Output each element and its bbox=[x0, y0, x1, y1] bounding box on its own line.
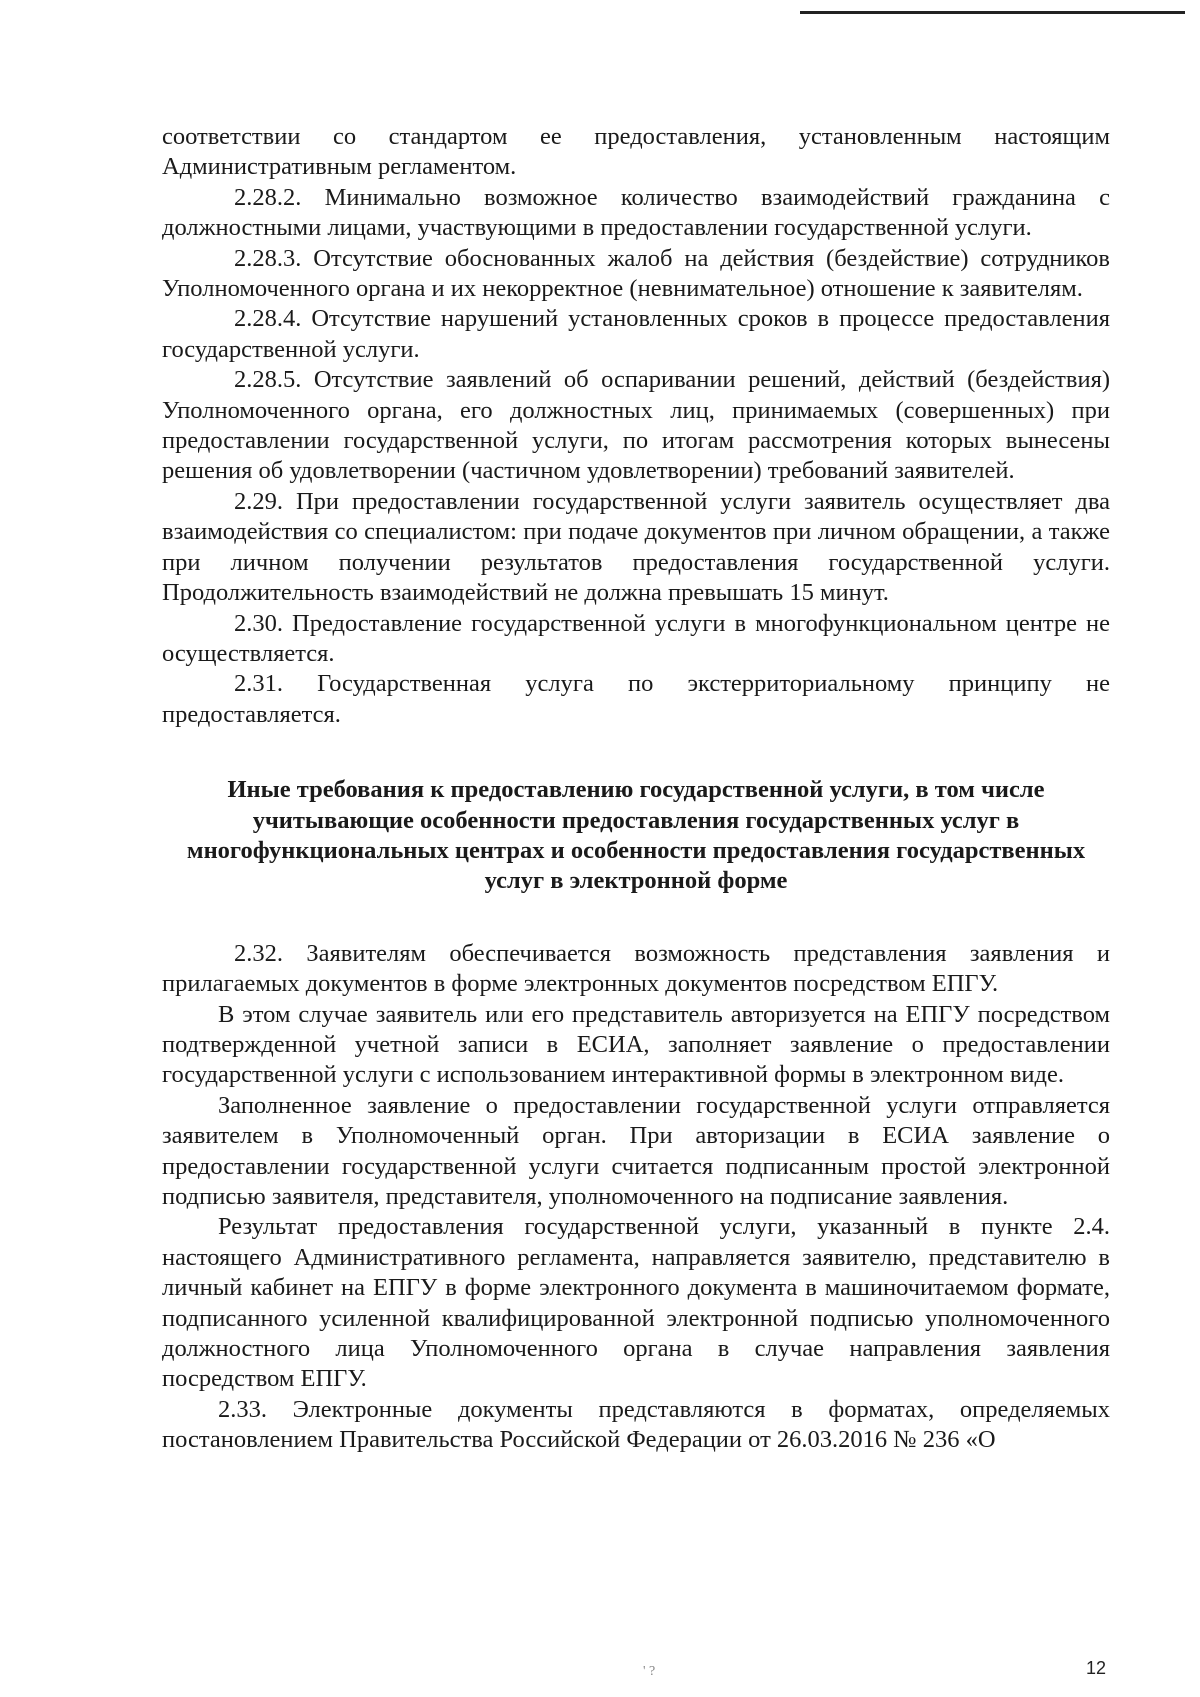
paragraph-2-28-5: 2.28.5. Отсутствие заявлений об оспаривании решений, действий (бездействия) Уполномоченного органа, его должностных лиц, принимаемых (совершенных) при предоставлении государственной услуги, по итогам рассмотрения которых вынесены решения об удовлетворении (частичном удовлетворении) требований заявителей. bbox=[162, 366, 1110, 485]
paragraph-2-31: 2.31. Государственная услуга по экстерриториальному принципу не предоставляется. bbox=[162, 670, 1110, 728]
paragraph-continuation: соответствии со стандартом ее предоставления, установленным настоящим Административным регламентом. bbox=[162, 123, 1110, 181]
paragraph-2-33: 2.33. Электронные документы представляются в форматах, определяемых постановлением Правительства Российской Федерации от 26.03.2016 № 236 «О bbox=[162, 1395, 1110, 1454]
paragraph-2-32: 2.32. Заявителям обеспечивается возможность представления заявления и прилагаемых документов в форме электронных документов посредством ЕПГУ. bbox=[162, 939, 1110, 998]
paragraph-2-30: 2.30. Предоставление государственной услуги в многофункциональном центре не осуществляется. bbox=[162, 609, 1110, 667]
paragraph-2-29: 2.29. При предоставлении государственной услуги заявитель осуществляет два взаимодействия со специалистом: при подаче документов при личном обращении, а также при личном получении результатов предоставления государственной услуги. Продолжительность взаимодействий не должна превышать 15 минут. bbox=[162, 487, 1110, 607]
document-body bbox=[162, 122, 1110, 1456]
page-number: 12 bbox=[1086, 1658, 1107, 1678]
top-rule bbox=[800, 11, 1185, 14]
paragraph-filled-application: Заполненное заявление о предоставлении государственной услуги отправляется заявителем в Уполномоченный орган. При авторизации в ЕСИА заявление о предоставлении государственной услуги считается подписанным простой электронной подписью заявителя, представителя, уполномоченного на подписание заявления. bbox=[162, 1091, 1110, 1210]
scan-mark: ' ? bbox=[643, 1664, 656, 1679]
paragraph-esia-authorization: В этом случае заявитель или его представитель авторизуется на ЕПГУ посредством подтвержденной учетной записи в ЕСИА, заполняет заявление о предоставлении государственной услуги с использованием интерактивной формы в электронном виде. bbox=[162, 1000, 1110, 1089]
paragraph-2-28-2: 2.28.2. Минимально возможное количество взаимодействий гражданина с должностными лицами, участвующими в предоставлении государственной услуги. bbox=[162, 183, 1110, 242]
paragraph-2-28-3: 2.28.3. Отсутствие обоснованных жалоб на действия (бездействие) сотрудников Уполномоченного органа и их некорректное (невнимательное) отношение к заявителям. bbox=[162, 244, 1110, 303]
paragraph-2-28-4: 2.28.4. Отсутствие нарушений установленных сроков в процессе предоставления государственной услуги. bbox=[162, 305, 1110, 363]
paragraph-service-result: Результат предоставления государственной услуги, указанный в пункте 2.4. настоящего Административного регламента, направляется заявителю, представителю в личный кабинет на ЕПГУ в форме электронного документа в машиночитаемом формате, подписанного усиленной квалифицированной электронной подписью уполномоченного должностного лица Уполномоченного органа в случае направления заявления посредством ЕПГУ. bbox=[162, 1213, 1110, 1393]
section-heading: Иные требования к предоставлению государственной услуги, в том числе учитывающие особенности предоставления государственных услуг в многофункциональных центрах и особенности предоставления государственных услуг в электронной форме bbox=[186, 776, 1086, 895]
